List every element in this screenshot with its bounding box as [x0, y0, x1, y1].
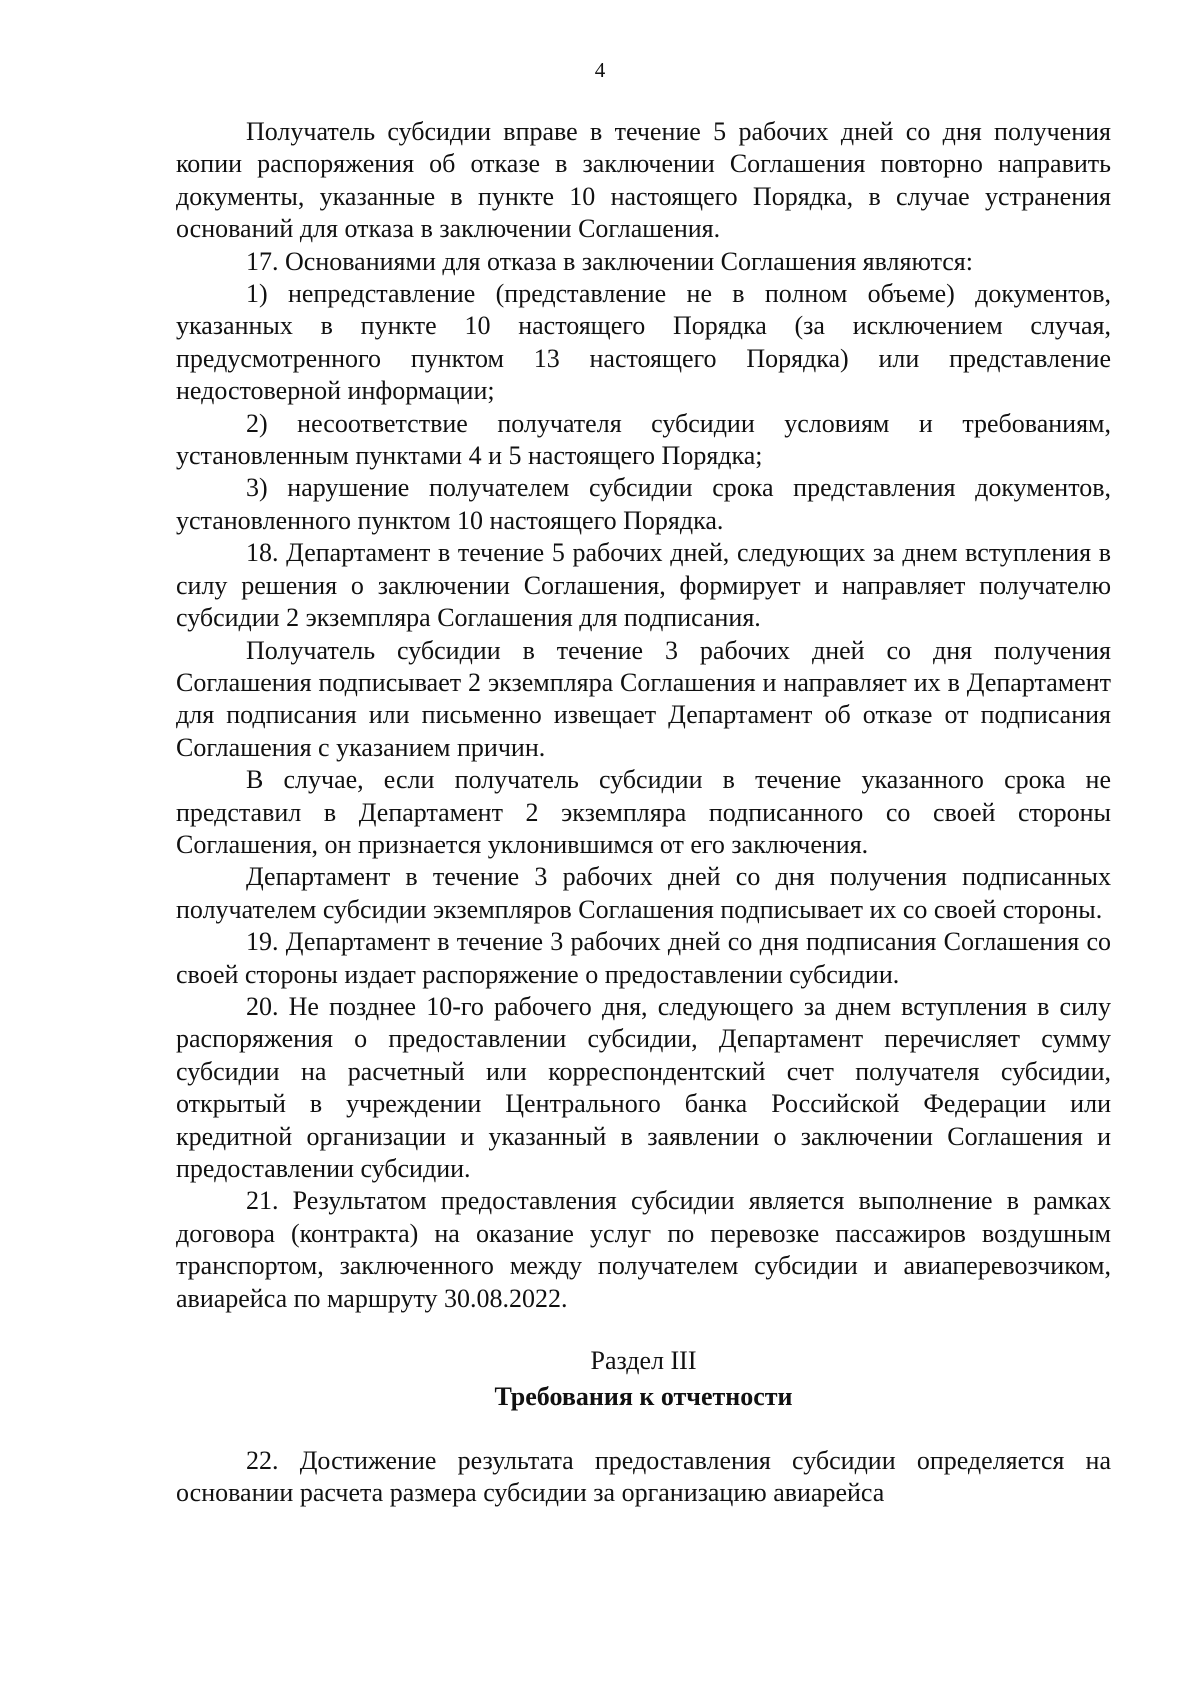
paragraph-17-refusal-grounds: 17. Основаниями для отказа в заключении Соглашения являются: — [246, 246, 973, 276]
paragraph-17-item-2: 2) несоответствие получателя субсидии условиям и требованиям, установленным пунктами 4 и 5 настоящего Порядка; — [176, 408, 1111, 471]
paragraph-18-evasion: В случае, если получатель субсидии в течение указанного срока не представил в Департамент 2 экземпляра подписанного со своей стороны Соглашения, он признается уклонившимся от его заключения. — [176, 765, 1111, 859]
paragraph-22: 22. Достижение результата предоставления субсидии определяется на основании расчета размера субсидии за организацию авиарейса — [176, 1446, 1111, 1508]
paragraph-18-department-signs: Департамент в течение 3 рабочих дней со дня получения подписанных получателем субсидии экземпляров Соглашения подписывает их со своей стороны. — [176, 862, 1111, 924]
paragraph-17-item-3: 3) нарушение получателем субсидии срока представления документов, установленного пунктом 10 настоящего Порядка. — [176, 473, 1111, 535]
section-label: Раздел III — [590, 1346, 697, 1376]
paragraph-recipient-resubmit: Получатель субсидии вправе в течение 5 рабочих дней со дня получения копии распоряжения об отказе в заключении Соглашения повторно направить документы, указанные в пункте 10 настоящего Порядка, в случае устранения оснований для отказа в заключении Соглашения. — [176, 117, 1111, 244]
section-heading — [176, 1343, 1111, 1415]
document-body — [176, 116, 1111, 1510]
section-content — [176, 1445, 1111, 1510]
page-number: 4 — [594, 58, 606, 82]
paragraph-19: 19. Департамент в течение 3 рабочих дней со дня подписания Соглашения со своей стороны издает распоряжение о предоставлении субсидии. — [176, 927, 1111, 989]
paragraph-18-signing: Получатель субсидии в течение 3 рабочих дней со дня получения Соглашения подписывает 2 экземпляра Соглашения и направляет их в Департамент для подписания или письменно извещает Департамент об отказе от подписания Соглашения с указанием причин. — [176, 635, 1111, 762]
paragraph-18: 18. Департамент в течение 5 рабочих дней, следующих за днем вступления в силу решения о заключении Соглашения, формирует и направляет получателю субсидии 2 экземпляра Соглашения для подписания. — [176, 538, 1111, 633]
paragraph-21: 21. Результатом предоставления субсидии является выполнение в рамках договора (контракта) на оказание услуг по перевозке пассажиров воздушным транспортом, заключенного между получателем субсидии и авиаперевозчиком, авиарейса по маршруту 30.08.2022. — [176, 1186, 1111, 1313]
section-title: Требования к отчетности — [494, 1382, 793, 1412]
paragraph-20: 20. Не позднее 10-го рабочего дня, следующего за днем вступления в силу распоряжения о предоставлении субсидии, Департамент перечисляет сумму субсидии на расчетный или корреспондентский счет получателя субсидии, открытый в учреждении Центрального банка Российской Федерации или кредитной организации и указанный в заявлении о заключении Соглашения и предоставлении субсидии. — [176, 991, 1111, 1183]
paragraph-17-item-1: 1) непредставление (представление не в полном объеме) документов, указанных в пункте 10 настоящего Порядка (за исключением случая, предусмотренного пунктом 13 настоящего Порядка) или представление недостоверной информации; — [176, 279, 1111, 406]
